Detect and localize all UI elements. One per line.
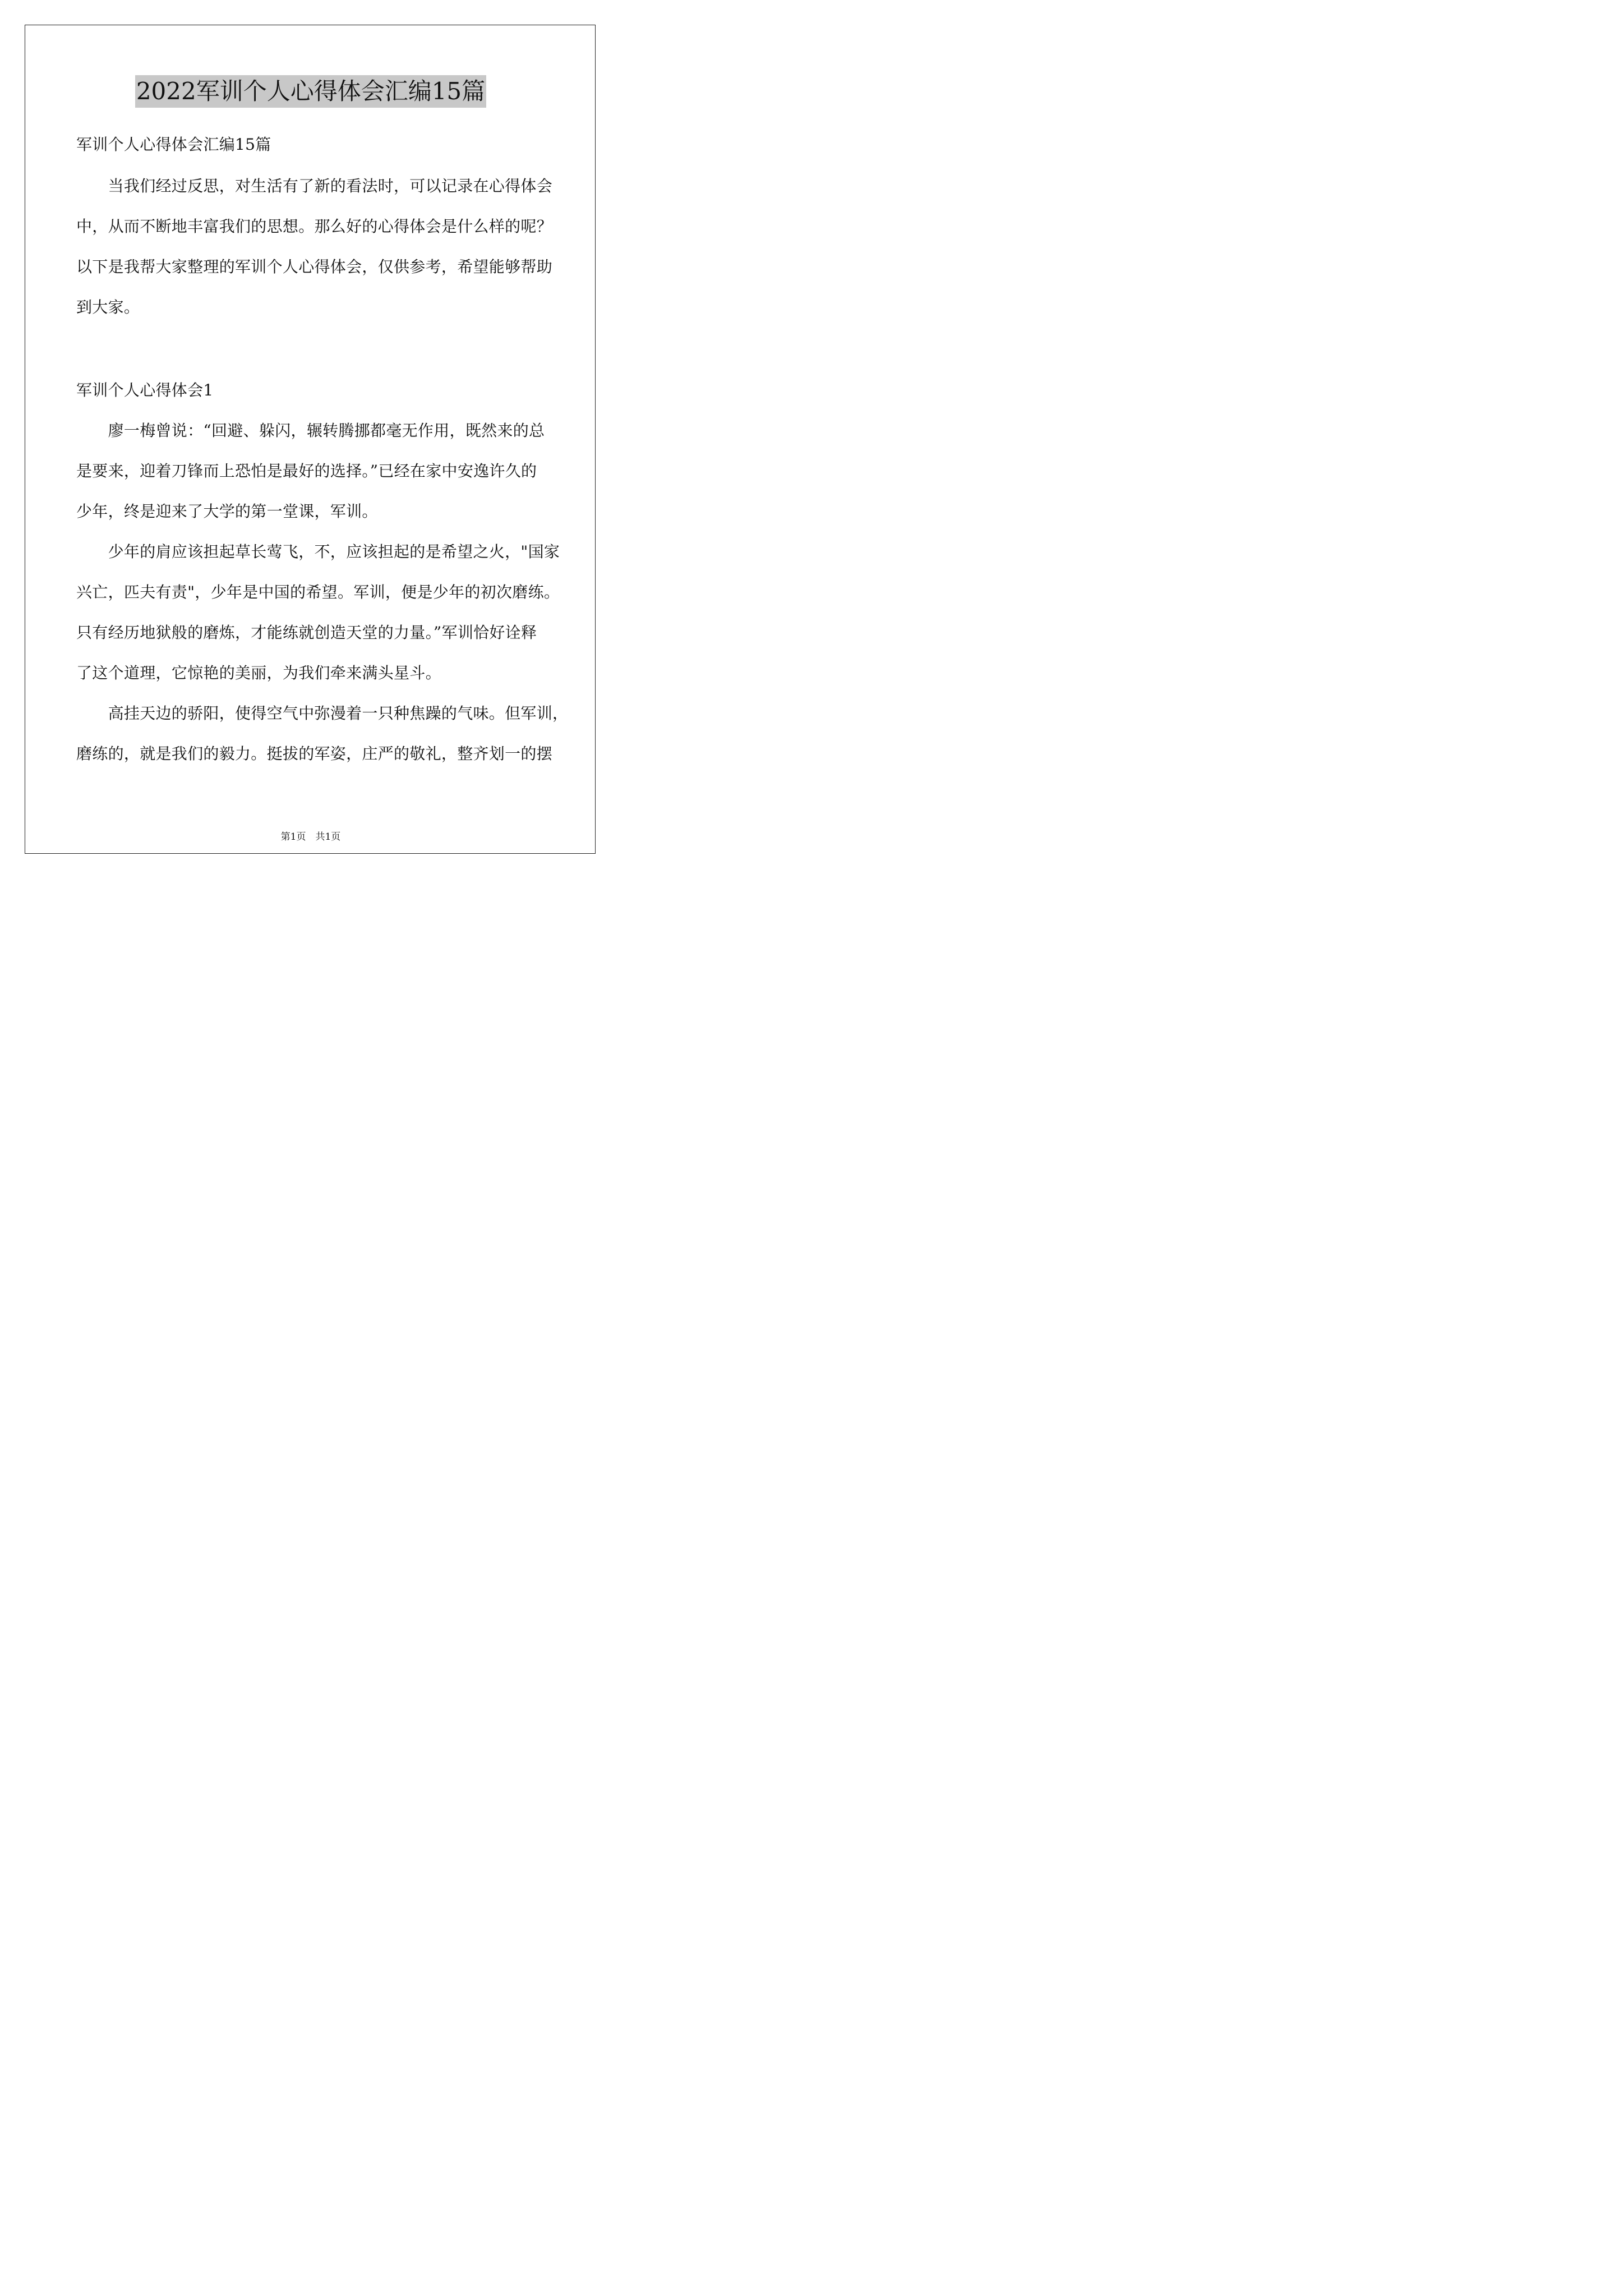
body-line: 少年，终是迎来了大学的第一堂课，军训。: [76, 502, 378, 521]
title-container: [0, 75, 621, 108]
document-title: 2022军训个人心得体会汇编15篇: [135, 75, 486, 108]
body-line: 是要来，迎着刀锋而上恐怕是最好的选择。”已经在家中安逸许久的: [76, 462, 537, 480]
intro-line: 以下是我帮大家整理的军训个人心得体会，仅供参考，希望能够帮助: [76, 257, 553, 276]
body-line: 磨练的，就是我们的毅力。挺拔的军姿，庄严的敬礼，整齐划一的摆: [76, 744, 553, 763]
body-line: 只有经历地狱般的磨炼，才能练就创造天堂的力量。”军训恰好诠释: [76, 623, 537, 642]
document-subtitle: 军训个人心得体会汇编15篇: [76, 135, 271, 154]
body-line: 高挂天边的骄阳，使得空气中弥漫着一只种焦躁的气味。但军训，: [76, 704, 569, 723]
body-line: 了这个道理，它惊艳的美丽，为我们牵来满头星斗。: [76, 664, 441, 682]
intro-line: 到大家。: [76, 298, 140, 316]
body-line: 兴亡，匹夫有责"，少年是中国的希望。军训，便是少年的初次磨练。: [76, 583, 560, 601]
page-footer: 第1页 共1页: [280, 831, 341, 843]
body-line: 少年的肩应该担起草长莺飞，不，应该担起的是希望之火，"国家: [76, 542, 560, 561]
intro-line: 中，从而不断地丰富我们的思想。那么好的心得体会是什么样的呢？: [76, 217, 553, 236]
body-line: 廖一梅曾说：“回避、躲闪，辗转腾挪都毫无作用，既然来的总: [76, 421, 545, 440]
intro-line: 当我们经过反思，对生活有了新的看法时，可以记录在心得体会: [76, 177, 553, 195]
section-heading: 军训个人心得体会1: [76, 381, 214, 399]
